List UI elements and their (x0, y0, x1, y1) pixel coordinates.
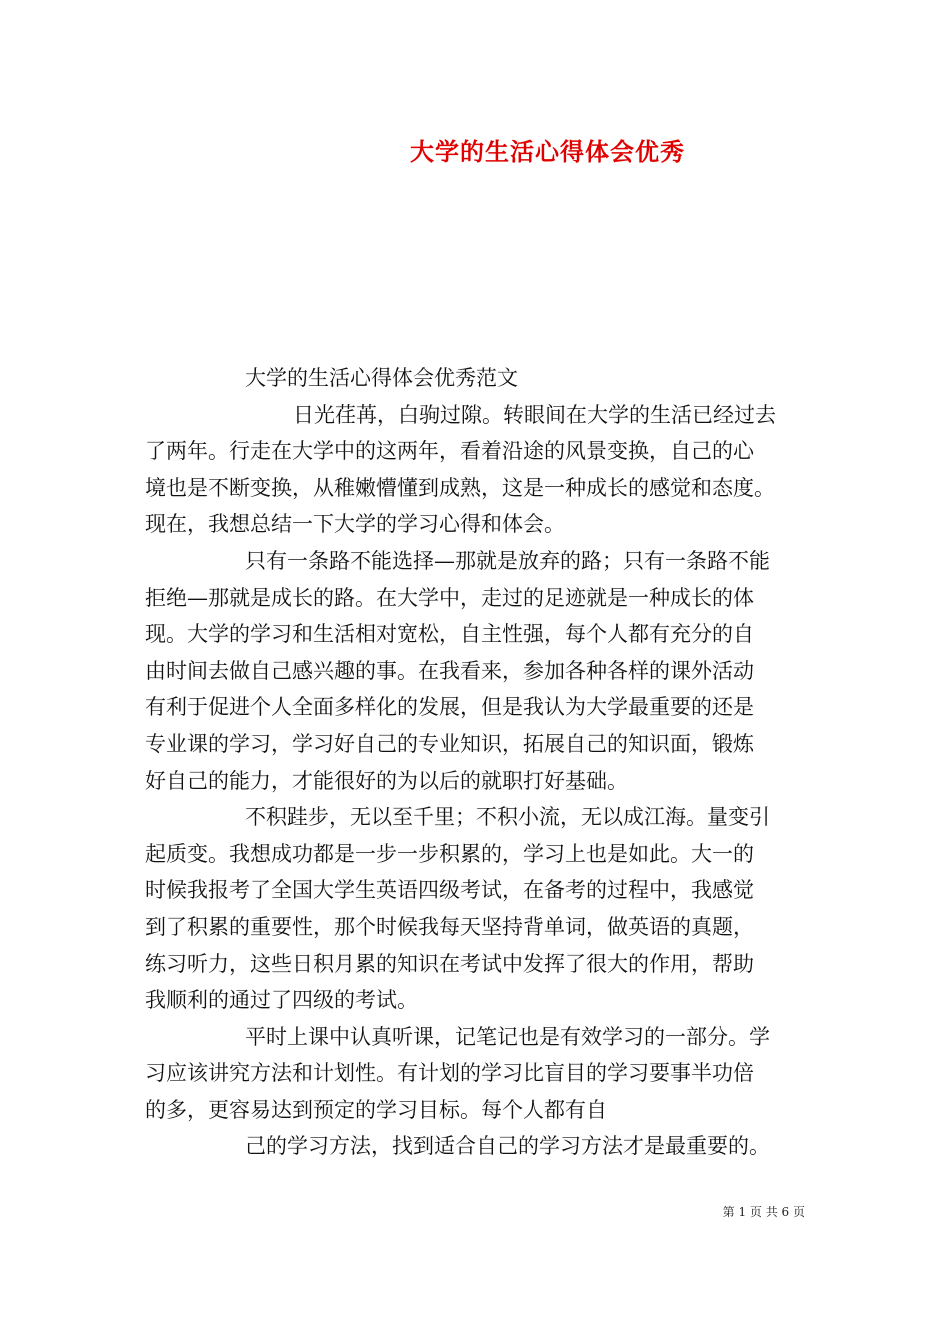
text-line: 习应该讲究方法和计划性。有计划的学习比盲目的学习要事半功倍 (145, 1061, 754, 1086)
text-line: 好自己的能力，才能很好的为以后的就职打好基础。 (145, 768, 628, 793)
text-line: 我顺利的通过了四级的考试。 (145, 988, 418, 1013)
text-line: 专业课的学习，学习好自己的专业知识，拓展自己的知识面，锻炼 (145, 731, 754, 756)
text-line: 了两年。行走在大学中的这两年，看着沿途的风景变换，自己的心 (145, 439, 754, 464)
text-line: 现。大学的学习和生活相对宽松，自主性强，每个人都有充分的自 (145, 622, 754, 647)
text-line: 到了积累的重要性，那个时候我每天坚持背单词，做英语的真题， (145, 914, 754, 939)
text-line: 由时间去做自己感兴趣的事。在我看来，参加各种各样的课外活动 (145, 658, 754, 683)
text-line: 的多，更容易达到预定的学习目标。每个人都有自 (145, 1097, 607, 1122)
text-line: 时候我报考了全国大学生英语四级考试，在备考的过程中，我感觉 (145, 878, 754, 903)
text-line: 拒绝—那就是成长的路。在大学中，走过的足迹就是一种成长的体 (145, 585, 754, 610)
page-number: 第 1 页 共 6 页 (722, 1205, 805, 1219)
text-line: 起质变。我想成功都是一步一步积累的，学习上也是如此。大一的 (145, 841, 754, 866)
text-line: 己的学习方法，找到适合自己的学习方法才是最重要的。 (245, 1134, 770, 1159)
document-body (145, 360, 807, 1165)
text-line: 平时上课中认真听课，记笔记也是有效学习的一部分。学 (245, 1024, 770, 1049)
document-title: 大学的生活心得体会优秀 (410, 137, 685, 166)
text-line: 日光荏苒，白驹过隙。转眼间在大学的生活已经过去 (293, 402, 776, 427)
text-line: 有利于促进个人全面多样化的发展，但是我认为大学最重要的还是 (145, 695, 754, 720)
text-line: 境也是不断变换，从稚嫩懵懂到成熟，这是一种成长的感觉和态度。 (145, 475, 775, 500)
subtitle-line: 大学的生活心得体会优秀范文 (245, 366, 518, 390)
text-line: 不积跬步，无以至千里；不积小流，无以成江海。量变引 (245, 805, 770, 830)
text-line: 练习听力，这些日积月累的知识在考试中发挥了很大的作用，帮助 (145, 951, 754, 976)
text-line: 只有一条路不能选择—那就是放弃的路；只有一条路不能 (245, 548, 770, 573)
text-line: 现在，我想总结一下大学的学习心得和体会。 (145, 512, 565, 537)
